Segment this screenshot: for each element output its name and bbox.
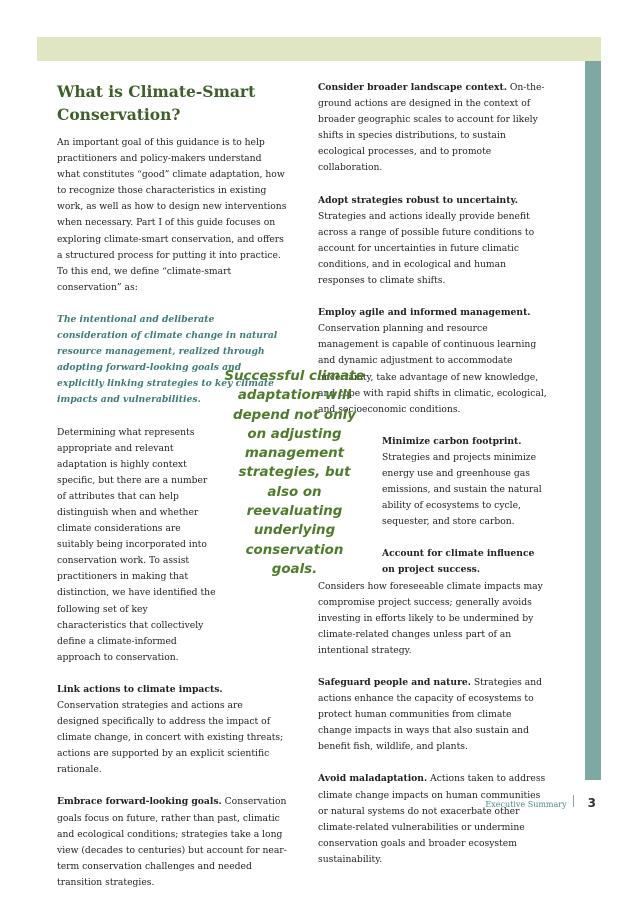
footer-divider — [573, 795, 574, 807]
characteristic-heading: Embrace forward-looking goals. — [57, 796, 222, 808]
side-color-band — [585, 61, 601, 780]
characteristic-text: On-the-ground actions are designed in the context of broader geographic scales to account for likely shifts in species distributions, to sustain ecological processes, and to promote collaboration. — [318, 82, 545, 174]
characteristic-heading: Account for climate influence on project success. — [382, 548, 535, 576]
characteristic-text: Strategies and actions enhance the capacity of ecosystems to protect human communities from climate change impacts in ways that also sustain and benefit fish, wildlife, and plants. — [318, 677, 543, 753]
footer-section-label: Executive Summary — [485, 800, 567, 809]
page-footer — [485, 795, 596, 810]
characteristic-heading: Link actions to climate impacts. — [57, 683, 223, 695]
intro-paragraph: An important goal of this guidance is to help practitioners and policy-makers understand what constitutes “good” climate adaptation, how to recognize those characteristics in existing work, as well as how to design new interventions when necessary. Part I of this guide focuses on exploring climate-smart conservation, and offers a structured process for putting it into practice. To this end, we define “climate-smart conservation” as: — [57, 137, 287, 293]
characteristic-heading: Safeguard people and nature. — [318, 677, 471, 688]
characteristic-item — [318, 675, 548, 755]
characteristic-item — [57, 794, 287, 891]
definition-text: The intentional and deliberate consideration of climate change in natural resource management, realized through adopting forward-looking goals and explicitly linking strategies to key climate impacts and vulnerabilities. — [57, 313, 278, 406]
characteristic-text: Considers how foreseeable climate impacts may compromise project success; generally avoids investing in efforts likely to be undermined by climate-related changes unless part of an intentional strategy. — [318, 580, 543, 656]
characteristic-heading: Employ agile and informed management. — [318, 307, 531, 319]
characteristic-text: Conservation goals focus on future, rather than past, climatic and ecological conditions; strategies take a long view (decades to centuries) but account for near-term conservation challenges and needed transition strategies. — [57, 796, 287, 888]
pull-quote: Successful climate adaptation will depend not only on adjusting management strategies, but also on reevaluating underlying conservation goals. — [224, 369, 365, 577]
characteristic-text: Strategies and projects minimize energy use and greenhouse gas emissions, and sustain the natural ability of ecosystems to cycle, sequester, and store carbon. — [382, 451, 542, 528]
page-number: 3 — [587, 796, 596, 810]
characteristic-heading: Avoid maladaptation. — [318, 773, 428, 785]
characteristic-text: Actions taken to address climate change impacts on human communities or natural systems do not exacerbate other climate-related vulnerabilities or undermine conservation goals and broader ecosystem sustainability. — [318, 773, 546, 865]
characteristic-text: Strategies and actions ideally provide benefit across a range of possible future conditions to account for uncertainties in future climatic conditions, and in ecological and human responses to climate shifts. — [318, 210, 535, 287]
characteristic-heading: Minimize carbon footprint. — [382, 435, 522, 447]
characteristic-heading: Consider broader landscape context. — [318, 82, 507, 93]
characteristic-text: Conservation strategies and actions are designed specifically to address the impact of climate change, in concert with existing threats; actions are supported by an explicit scientific rationale. — [57, 700, 284, 776]
characteristic-item — [318, 193, 548, 290]
section-title: What is Climate-Smart Conservation? — [57, 82, 256, 124]
characteristic-item — [57, 682, 287, 779]
characteristic-heading: Adopt strategies robust to uncertainty. — [318, 194, 518, 206]
characteristic-item — [318, 771, 548, 868]
characteristic-item — [382, 434, 548, 531]
context-paragraph: Determining what represents appropriate and relevant adaptation is highly context specific, but there are a number of attributes that can help distinguish when and whether climate considerations are suitably being incorporated into conservation work. To assist practitioners in making that distinction, we have identified the following set of key characteristics that collectively define a climate-informed approach to conservation. — [57, 426, 216, 663]
characteristic-item — [318, 80, 548, 177]
top-color-band — [37, 37, 601, 61]
characteristic-text: Conservation planning and resource management is capable of continuous learning and dynamic adjustment to accommodate uncertainty, take advantage of new knowledge, and cope with rapid shifts in climatic, ecological, and socioeconomic conditions. — [318, 323, 547, 415]
